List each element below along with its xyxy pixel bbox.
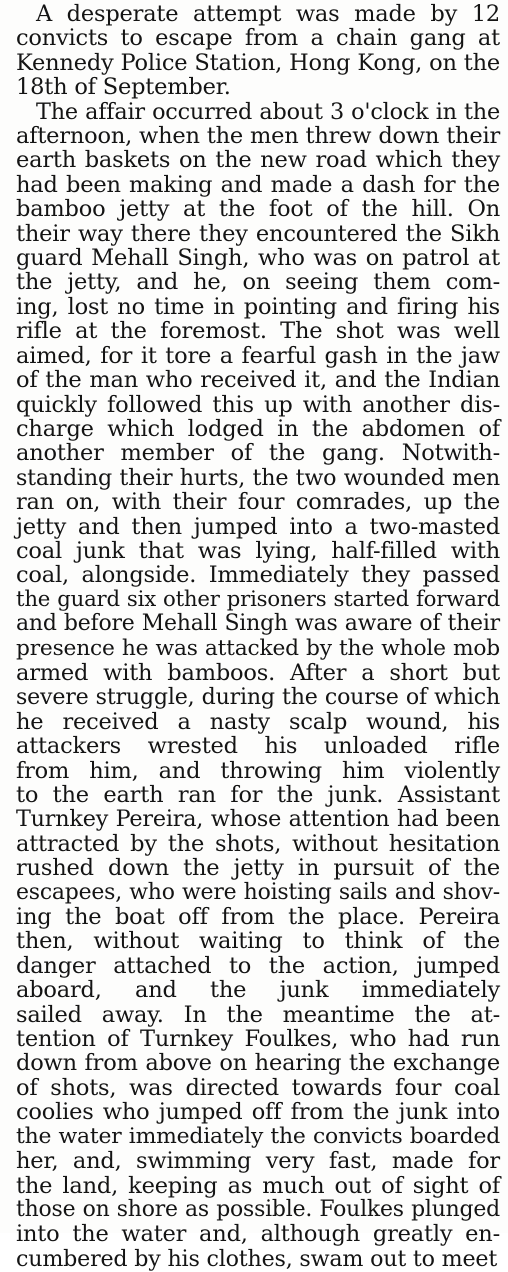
text-line: into the water and, although greatly en-: [16, 1221, 500, 1248]
text-line: ing the boat off from the place. Pereira: [16, 904, 500, 931]
text-line: Turnkey Pereira, whose attention had been: [16, 806, 500, 833]
text-line: attracted by the shots, without hesitation: [16, 830, 500, 857]
text-line: Kennedy Police Station, Hong Kong, on the: [16, 49, 500, 76]
text-line: the jetty, and he, on seeing them com-: [16, 269, 500, 296]
text-line: escapees, who were hoisting sails and shov-: [16, 879, 500, 905]
text-line: tention of Turnkey Foulkes, who had run: [16, 1026, 500, 1053]
text-line: severe struggle, during the course of which: [16, 684, 500, 711]
text-line: and before Mehall Singh was aware of their: [16, 611, 500, 637]
text-line: down from above on hearing the exchange: [16, 1050, 500, 1077]
text-line: standing their hurts, the two wounded men: [16, 464, 500, 491]
text-line: The affair occurred about 3 o'clock in the: [36, 98, 500, 125]
text-line: sailed away. In the meantime the at-: [16, 1001, 500, 1028]
text-line: had been making and made a dash for the: [16, 171, 500, 198]
text-line: ran on, with their four comrades, up the: [16, 489, 500, 516]
text-line: A desperate attempt was made by 12: [36, 1, 500, 27]
text-line: danger attached to the action, jumped: [16, 952, 500, 979]
text-line: guard Mehall Singh, who was on patrol at: [16, 245, 500, 272]
article-paragraph: [16, 100, 500, 1272]
text-line: their way there they encountered the Sikh: [16, 220, 500, 247]
text-line: presence he was attacked by the whole mob: [16, 635, 500, 661]
text-line: those on shore as possible. Foulkes plunged: [16, 1196, 500, 1222]
text-line: another member of the gang. Notwith-: [16, 440, 500, 467]
text-line: charge which lodged in the abdomen of: [16, 415, 500, 442]
text-line: coolies who jumped off from the junk into: [16, 1099, 500, 1126]
text-line: to the earth ran for the junk. Assistant: [16, 782, 500, 808]
text-line: 18th of September.: [16, 74, 231, 101]
text-line: he received a nasty scalp wound, his: [16, 708, 500, 735]
text-line: aboard, and the junk immediately: [16, 977, 500, 1004]
text-line: convicts to escape from a chain gang at: [16, 25, 500, 52]
text-line: aimed, for it tore a fearful gash in the jaw: [16, 342, 500, 369]
text-line: of shots, was directed towards four coal: [16, 1074, 500, 1101]
text-line: afternoon, when the men threw down their: [16, 123, 500, 150]
text-line: from him, and throwing him violently: [16, 757, 500, 784]
article-paragraph: [16, 2, 500, 100]
text-line: ing, lost no time in pointing and firing his: [16, 293, 500, 320]
text-line: rushed down the jetty in pursuit of the: [16, 855, 500, 882]
text-line: attackers wrested his unloaded rifle: [16, 733, 500, 760]
text-line: the water immediately the convicts boarded: [16, 1123, 500, 1149]
text-line: the guard six other prisoners started forward: [16, 586, 500, 612]
text-line: coal, alongside. Immediately they passed: [16, 562, 500, 589]
text-line: bamboo jetty at the foot of the hill. On: [16, 196, 500, 223]
text-line: coal junk that was lying, half-filled with: [16, 537, 500, 564]
text-line: earth baskets on the new road which they: [16, 147, 500, 174]
text-line: armed with bamboos. After a short but: [16, 659, 500, 686]
article-column: [16, 2, 500, 1271]
text-line: her, and, swimming very fast, made for: [16, 1148, 500, 1175]
text-line: the land, keeping as much out of sight of: [16, 1172, 500, 1199]
text-line: jetty and then jumped into a two-masted: [16, 513, 500, 540]
text-line: rifle at the foremost. The shot was well: [16, 318, 500, 345]
text-line: quickly followed this up with another dis-: [16, 391, 500, 418]
text-line: then, without waiting to think of the: [16, 928, 500, 955]
text-line: of the man who received it, and the Indian: [16, 367, 500, 394]
text-line: cumbered by his clothes, swam out to meet: [16, 1245, 498, 1272]
